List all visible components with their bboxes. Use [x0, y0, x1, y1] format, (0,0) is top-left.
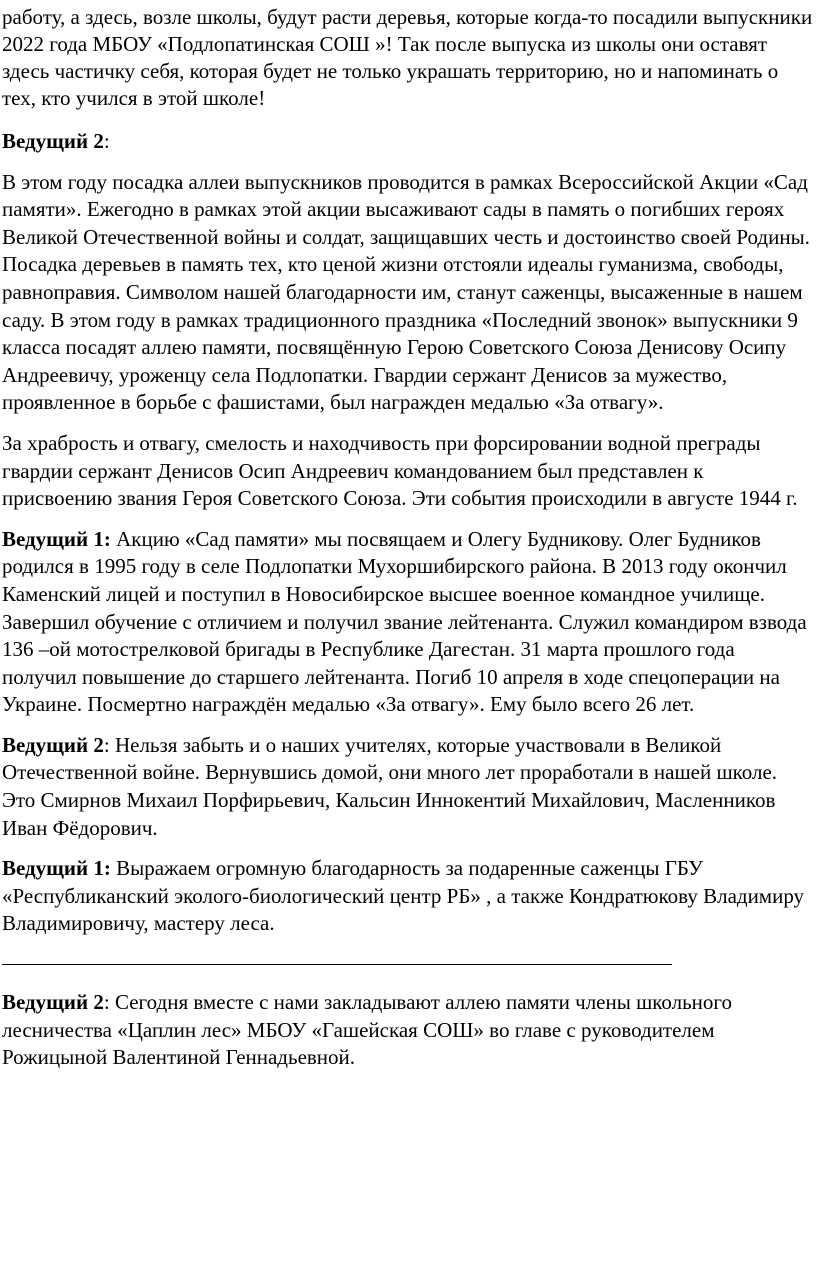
speaker-label: Ведущий 2: [2, 732, 104, 757]
speaker-colon: :: [103, 732, 110, 757]
speaker-label: Ведущий 1:: [2, 856, 111, 881]
speaker-label: Ведущий 2: [2, 129, 104, 153]
paragraph-budnikov: [2, 526, 814, 719]
paragraph-memory-garden: [2, 169, 814, 417]
paragraph-text: Акцию «Сад памяти» мы посвящаем и Олегу Будникову. Олег Будников родился в 1995 году в селе Подлопатки Мухоршибирского района. В 2013 году окончил Каменский лицей и поступил в Новосибирское высшее военное командное училище. Завершил обучение с отличием и получил звание лейтенанта. Служил командиром взвода 136 –ой мотострелковой бригады в Республике Дагестан. 31 марта прошлого года получил повышение до старшего лейтенанта. Погиб 10 апреля в ходе спецоперации на Украине. Посмертно награждён медалью «За отвагу». Ему было всего 26 лет.: [2, 526, 807, 717]
paragraph-speaker-2-heading: [2, 128, 814, 156]
paragraph-text: В этом году посадка аллеи выпускников проводится в рамках Всероссийской Акции «Сад памяти». Ежегодно в рамках этой акции высаживают сады в память о погибших героях Великой Отечественной войны и солдат, защищавших честь и достоинство своей Родины. Посадка деревьев в память тех, кто ценой жизни отстояли идеалы гуманизма, свободы, равноправия. Символом нашей благодарности им, станут саженцы, высаженные в нашем саду. В этом году в рамках традиционного праздника «Последний звонок» выпускники 9 класса посадят аллею памяти, посвящённую Герою Советского Союза Денисову Осипу Андреевичу, уроженцу села Подлопатки. Гвардии сержант Денисов за мужество, проявленное в борьбе с фашистами, был награжден медалью «За отвагу».: [2, 169, 810, 415]
paragraph-teachers: [2, 732, 814, 842]
paragraph-forestry: [2, 989, 814, 1072]
paragraph-text: Сегодня вместе с нами закладывают аллею памяти члены школьного лесничества «Цаплин лес» МБОУ «Гашейская СОШ» во главе с руководителем Рожицыной Валентиной Геннадьевной.: [2, 990, 733, 1070]
paragraph-gratitude: [2, 855, 814, 938]
paragraph-denisov: [2, 430, 814, 513]
paragraph-intro: [2, 4, 814, 112]
paragraph-text: Нельзя забыть и о наших учителях, которые участвовали в Великой Отечественной войне. Вернувшись домой, они много лет проработали в нашей школе. Это Смирнов Михаил Порфирьевич, Кальсин Иннокентий Михайлович, Масленников Иван Фёдорович.: [2, 732, 778, 840]
speaker-colon: :: [103, 990, 110, 1015]
speaker-colon: :: [103, 129, 110, 153]
paragraph-text: Выражаем огромную благодарность за подаренные саженцы ГБУ «Республиканский эколого-биологический центр РБ» , а также Кондратюкову Владимиру Владимировичу, мастеру леса.: [2, 856, 805, 936]
speaker-label: Ведущий 2: [2, 990, 104, 1015]
paragraph-text: За храбрость и отвагу, смелость и находчивость при форсировании водной преграды гвардии сержант Денисов Осип Андреевич командованием был представлен к присвоению звания Героя Советского Союза. Эти события происходили в августе 1944 г.: [2, 430, 798, 511]
paragraph-text: работу, а здесь, возле школы, будут расти деревья, которые когда-то посадили выпускники 2022 года МБОУ «Подлопатинская СОШ »! Так после выпуска из школы они оставят здесь частичку себя, которая будет не только украшать территорию, но и напоминать о тех, кто учился в этой школе!: [2, 5, 813, 110]
speaker-label: Ведущий 1:: [2, 526, 111, 551]
horizontal-divider: [2, 964, 672, 965]
